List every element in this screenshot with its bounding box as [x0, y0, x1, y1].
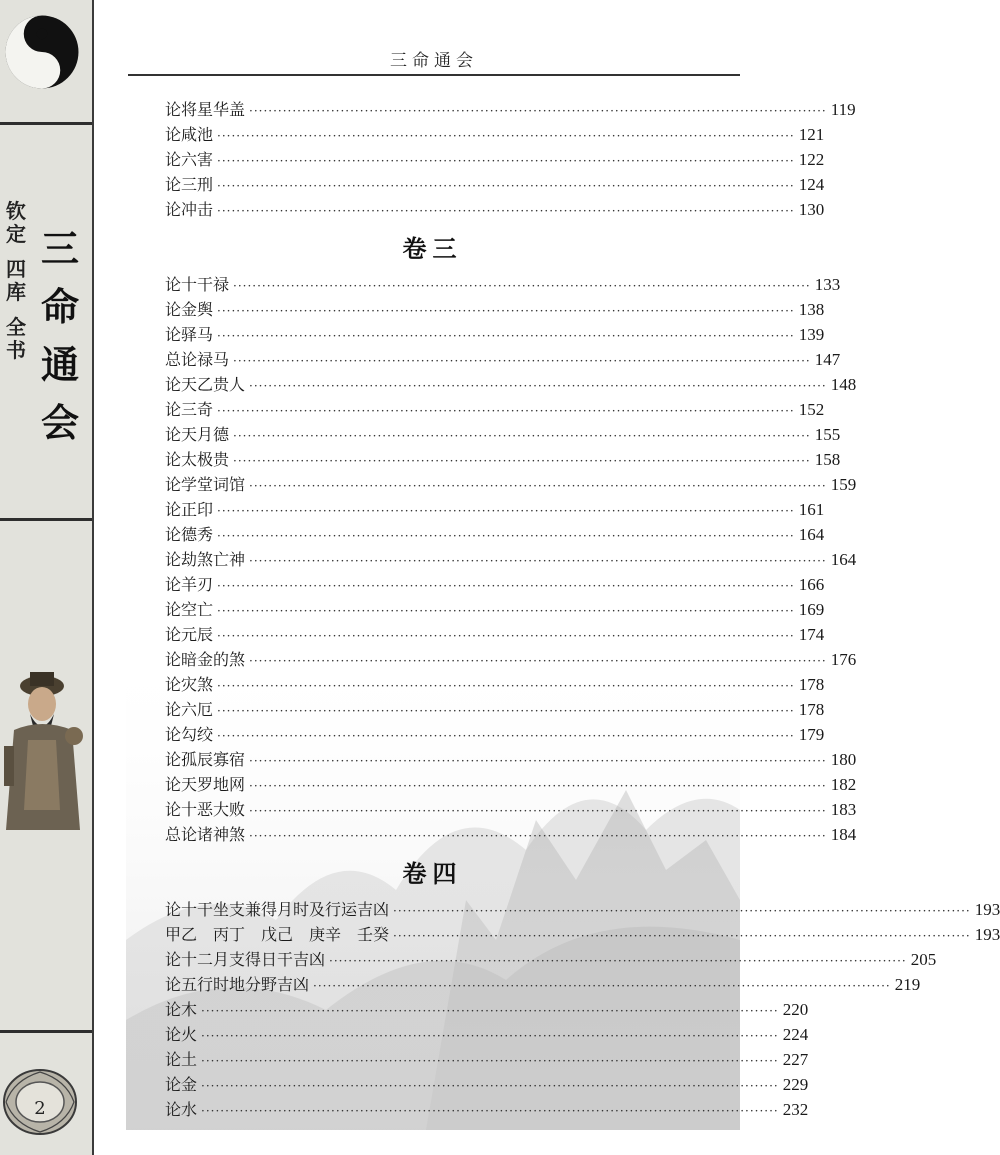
- toc-entry-title: 论太极贵: [165, 450, 230, 469]
- toc-entry-title: 论十干禄: [165, 275, 230, 294]
- toc-entry-page: 133: [814, 275, 841, 294]
- toc-entry-title: 论驿马: [165, 325, 214, 344]
- side-title: 三 命 通 会: [40, 226, 79, 445]
- toc-entry[interactable]: [165, 346, 841, 371]
- dot-leader: ························································································································: [217, 154, 795, 168]
- dot-leader: ························································································································: [393, 904, 971, 918]
- toc-entry[interactable]: [165, 396, 825, 421]
- toc-entry-title: 甲乙 丙丁 戊己 庚辛 壬癸: [165, 925, 390, 944]
- toc-entry-page: 178: [798, 700, 825, 719]
- dot-leader: ························································································································: [249, 754, 827, 768]
- toc-entry-title: 论元辰: [165, 625, 214, 644]
- side-series-col-2: 四 库: [6, 257, 26, 304]
- toc-entry[interactable]: [165, 596, 825, 621]
- toc-entry-page: 124: [798, 175, 825, 194]
- running-head: 三命通会: [390, 51, 478, 71]
- toc-entry-title: 论将星华盖: [165, 100, 246, 119]
- dot-leader: ························································································································: [249, 654, 827, 668]
- dot-leader: ························································································································: [249, 779, 827, 793]
- toc-entry-page: 219: [894, 975, 921, 994]
- toc-entry-title: 论水: [165, 1100, 198, 1119]
- toc-entry-page: 166: [798, 575, 825, 594]
- dot-leader: ························································································································: [249, 104, 827, 118]
- toc-entry[interactable]: [165, 496, 825, 521]
- toc-entry-page: 178: [798, 675, 825, 694]
- toc-entry[interactable]: [165, 671, 825, 696]
- toc-entry[interactable]: [165, 1021, 809, 1046]
- toc-entry[interactable]: [165, 646, 857, 671]
- toc-entry-title: 论木: [165, 1000, 198, 1019]
- toc-entry-page: 138: [798, 300, 825, 319]
- toc-entry[interactable]: [165, 721, 825, 746]
- toc-entry-page: 193: [974, 900, 1000, 919]
- toc-entry-page: 169: [798, 600, 825, 619]
- dot-leader: ························································································································: [217, 604, 795, 618]
- side-series-col-1: 钦 定: [6, 199, 26, 246]
- toc-entry[interactable]: [165, 971, 921, 996]
- toc-entry-title: 总论诸神煞: [165, 825, 246, 844]
- toc-entry[interactable]: [165, 796, 857, 821]
- toc-entry[interactable]: [165, 921, 1000, 946]
- dot-leader: ························································································································: [217, 529, 795, 543]
- toc-entry[interactable]: [165, 146, 825, 171]
- dot-leader: ························································································································: [217, 629, 795, 643]
- toc-entry[interactable]: [165, 896, 1000, 921]
- toc-entry[interactable]: [165, 296, 825, 321]
- dot-leader: ························································································································: [201, 1079, 779, 1093]
- page-number: 2: [34, 1098, 46, 1119]
- toc-entry-title: 总论禄马: [165, 350, 230, 369]
- toc-entry[interactable]: [165, 1046, 809, 1071]
- header-rule: [128, 74, 740, 76]
- toc-entry-title: 论灾煞: [165, 675, 214, 694]
- section-heading: 卷三: [402, 233, 463, 263]
- toc-entry-title: 论金舆: [165, 300, 214, 319]
- side-strip: [0, 0, 94, 1155]
- dot-leader: ························································································································: [249, 804, 827, 818]
- toc-entry[interactable]: [165, 121, 825, 146]
- toc-entry-title: 论天罗地网: [165, 775, 246, 794]
- toc-entry[interactable]: [165, 1071, 809, 1096]
- dot-leader: ························································································································: [249, 479, 827, 493]
- dot-leader: ························································································································: [217, 504, 795, 518]
- toc-entry-title: 论咸池: [165, 125, 214, 144]
- dot-leader: ························································································································: [249, 554, 827, 568]
- dot-leader: ························································································································: [217, 679, 795, 693]
- side-series-col-3: 全 书: [6, 315, 26, 362]
- toc-entry-page: 147: [814, 350, 841, 369]
- toc-entry-page: 130: [798, 200, 825, 219]
- toc-entry-page: 164: [798, 525, 825, 544]
- dot-leader: ························································································································: [217, 304, 795, 318]
- dot-leader: ························································································································: [217, 579, 795, 593]
- toc-entry[interactable]: [165, 696, 825, 721]
- toc-entry[interactable]: [165, 946, 937, 971]
- toc-entry-title: 论孤辰寡宿: [165, 750, 246, 769]
- toc-entry-page: 159: [830, 475, 857, 494]
- toc-entry-title: 论十二月支得日干吉凶: [165, 950, 326, 969]
- yin-yang-icon: [4, 14, 80, 90]
- toc-entry-page: 148: [830, 375, 857, 394]
- dot-leader: ························································································································: [201, 1104, 779, 1118]
- toc-entry[interactable]: [165, 521, 825, 546]
- toc-entry-page: 193: [974, 925, 1000, 944]
- toc-entry[interactable]: [165, 421, 841, 446]
- toc-entry[interactable]: [165, 96, 856, 121]
- toc-entry[interactable]: [165, 446, 841, 471]
- dot-leader: ························································································································: [217, 179, 795, 193]
- dot-leader: ························································································································: [201, 1054, 779, 1068]
- toc-entry-page: 229: [782, 1075, 809, 1094]
- toc-entry-title: 论天乙贵人: [165, 375, 246, 394]
- toc-entry[interactable]: [165, 746, 857, 771]
- deity-figure-icon: [0, 660, 90, 840]
- dot-leader: ························································································································: [217, 729, 795, 743]
- toc-entry-page: 121: [798, 125, 825, 144]
- toc-entry-page: 220: [782, 1000, 809, 1019]
- toc-entry-page: 122: [798, 150, 825, 169]
- toc-entry-page: 182: [830, 775, 857, 794]
- dot-leader: ························································································································: [233, 429, 811, 443]
- toc-entry-page: 232: [782, 1100, 809, 1119]
- toc-entry-page: 139: [798, 325, 825, 344]
- dot-leader: ························································································································: [313, 979, 891, 993]
- toc-entry-title: 论学堂词馆: [165, 475, 246, 494]
- toc-entry-title: 论羊刃: [165, 575, 214, 594]
- toc-entry-title: 论空亡: [165, 600, 214, 619]
- toc-entry[interactable]: [165, 171, 825, 196]
- toc-entry-page: 119: [830, 100, 856, 119]
- toc-entry-page: 224: [782, 1025, 809, 1044]
- toc-entry-title: 论德秀: [165, 525, 214, 544]
- dot-leader: ························································································································: [201, 1029, 779, 1043]
- toc-entry[interactable]: [165, 471, 857, 496]
- toc-entry-title: 论土: [165, 1050, 198, 1069]
- toc-entry-page: 184: [830, 825, 857, 844]
- toc-entry-title: 论十干坐支兼得月时及行运吉凶: [165, 900, 390, 919]
- dot-leader: ························································································································: [249, 829, 827, 843]
- toc-entry-page: 179: [798, 725, 825, 744]
- table-of-contents: [165, 96, 1000, 1121]
- toc-entry-page: 174: [798, 625, 825, 644]
- dot-leader: ························································································································: [329, 954, 907, 968]
- toc-entry-title: 论金: [165, 1075, 198, 1094]
- toc-entry-title: 论五行时地分野吉凶: [165, 975, 310, 994]
- dot-leader: ························································································································: [217, 404, 795, 418]
- toc-entry-page: 152: [798, 400, 825, 419]
- dot-leader: ························································································································: [233, 454, 811, 468]
- dot-leader: ························································································································: [393, 929, 971, 943]
- toc-entry-title: 论三刑: [165, 175, 214, 194]
- toc-entry[interactable]: [165, 621, 825, 646]
- toc-entry-page: 227: [782, 1050, 809, 1069]
- section-heading: 卷四: [402, 858, 463, 888]
- toc-entry-title: 论劫煞亡神: [165, 550, 246, 569]
- toc-entry-page: 161: [798, 500, 825, 519]
- toc-entry[interactable]: [165, 196, 825, 221]
- dot-leader: ························································································································: [217, 129, 795, 143]
- toc-entry-title: 论六害: [165, 150, 214, 169]
- toc-entry-title: 论火: [165, 1025, 198, 1044]
- toc-entry-page: 155: [814, 425, 841, 444]
- toc-entry[interactable]: [165, 1096, 809, 1121]
- toc-entry[interactable]: [165, 821, 857, 846]
- toc-entry[interactable]: [165, 996, 809, 1021]
- toc-entry-title: 论三奇: [165, 400, 214, 419]
- toc-entry-page: 164: [830, 550, 857, 569]
- toc-entry-page: 205: [910, 950, 937, 969]
- toc-entry[interactable]: [165, 771, 857, 796]
- toc-entry-title: 论正印: [165, 500, 214, 519]
- toc-entry[interactable]: [165, 546, 857, 571]
- toc-entry[interactable]: [165, 271, 841, 296]
- toc-entry-page: 183: [830, 800, 857, 819]
- toc-entry-title: 论勾绞: [165, 725, 214, 744]
- dot-leader: ························································································································: [249, 379, 827, 393]
- toc-entry[interactable]: [165, 371, 857, 396]
- toc-entry-page: 180: [830, 750, 857, 769]
- toc-entry-page: 176: [830, 650, 857, 669]
- toc-entry-page: 158: [814, 450, 841, 469]
- toc-entry-title: 论冲击: [165, 200, 214, 219]
- toc-entry[interactable]: [165, 571, 825, 596]
- dot-leader: ························································································································: [201, 1004, 779, 1018]
- dot-leader: ························································································································: [233, 354, 811, 368]
- dot-leader: ························································································································: [217, 329, 795, 343]
- dot-leader: ························································································································: [217, 704, 795, 718]
- toc-entry-title: 论暗金的煞: [165, 650, 246, 669]
- toc-entry-title: 论六厄: [165, 700, 214, 719]
- dot-leader: ························································································································: [233, 279, 811, 293]
- dot-leader: ························································································································: [217, 204, 795, 218]
- toc-entry-title: 论十恶大败: [165, 800, 246, 819]
- toc-entry[interactable]: [165, 321, 825, 346]
- toc-entry-title: 论天月德: [165, 425, 230, 444]
